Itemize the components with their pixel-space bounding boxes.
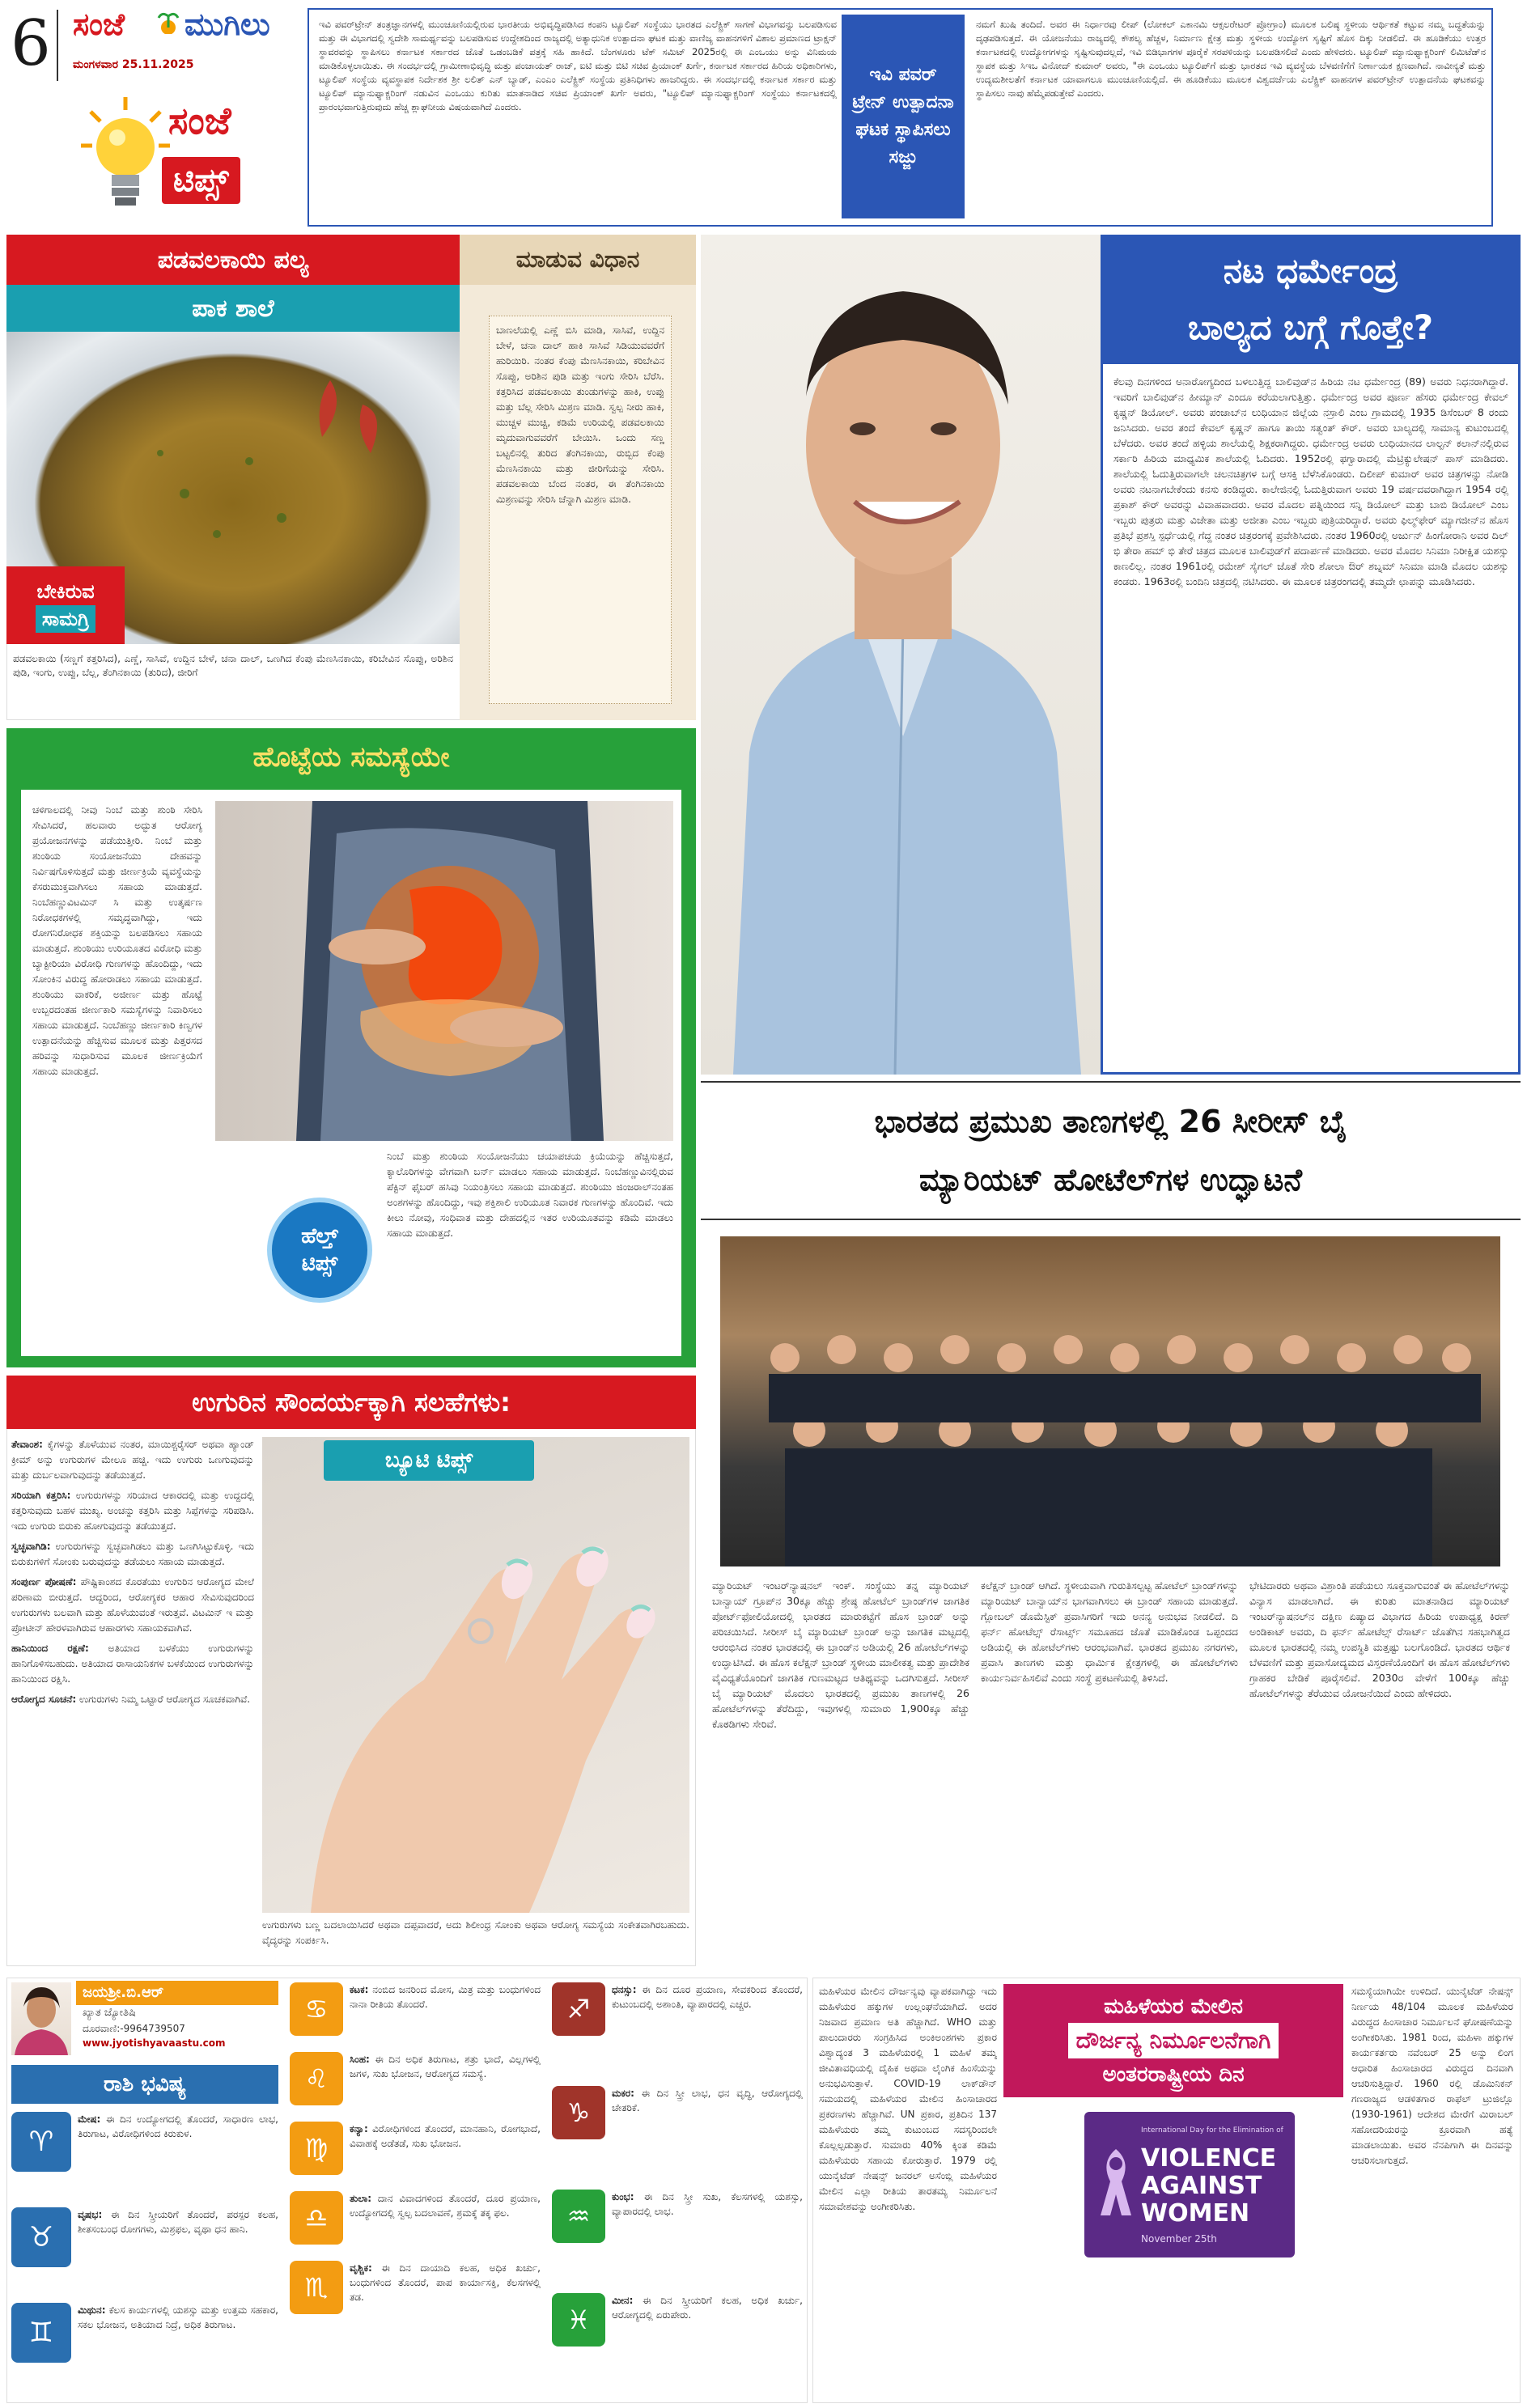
- fish-icon: ♓: [552, 2293, 605, 2347]
- nail-tip-item: [11, 1437, 254, 1483]
- sign-text: [350, 2261, 541, 2330]
- ingredients-label-box: [6, 566, 125, 644]
- sign-row-vrishchika: [290, 2261, 541, 2330]
- tips-word-1: ಸಂಜೆ: [168, 99, 231, 142]
- health-tips-badge: [267, 1198, 372, 1303]
- sign-row-dhanus: [552, 1982, 803, 2086]
- sign-prediction: ಈ ದಿನ ದೂರ ಪ್ರಯಾಣ, ಸೇವಕರಿಂದ ತೊಂದರೆ, ಕುಟುಂಬದಲ್ಲಿ ಅಶಾಂತಿ, ವ್ಯಾಪಾರದಲ್ಲಿ ಎಚ್ಚರ.: [612, 1984, 803, 2010]
- sign-row-vrishabha: [11, 2207, 278, 2303]
- nail-tip-item: [11, 1692, 254, 1707]
- sign-row-meena: [552, 2293, 803, 2397]
- ev-headline-box: [842, 15, 965, 218]
- nail-tip-head: ಸರಿಯಾಗಿ ಕತ್ತರಿಸಿ:: [11, 1490, 71, 1501]
- women-col-1: ಮಹಿಳೆಯರ ಮೇಲಿನ ದೌರ್ಜನ್ಯವು ವ್ಯಾಪಕವಾಗಿದ್ದು ಇದು ಮಹಿಳೆಯರ ಹಕ್ಕುಗಳ ಉಲ್ಲಂಘನೆಯಾಗಿದೆ. ಅದರ ನಿಜವಾದ ಪ್ರಮಾಣ ಅತಿ ಹೆಚ್ಚಾಗಿದೆ. WHO ಮತ್ತು ಪಾಲುದಾರರು ಸಂಗ್ರಹಿಸಿದ ಅಂಕಿಅಂಶಗಳು ಪ್ರಕಾರ ವಿಶ್ವಾದ್ಯಂತ 3 ಮಹಿಳೆಯರಲ್ಲಿ 1 ಮಹಿಳೆ ತಮ್ಮ ಜೀವಿತಾವಧಿಯಲ್ಲಿ ದೈಹಿಕ ಅಥವಾ ಲೈಂಗಿಕ ಹಿಂಸೆಯನ್ನು ಅನುಭವಿಸುತ್ತಾಳೆ. COVID-19 ಲಾಕ್‌ಡೌನ್ ಸಮಯದಲ್ಲಿ ಮಹಿಳೆಯರ ಮೇಲಿನ ಹಿಂಸಾಚಾರದ ಪ್ರಕರಣಗಳು ಹೆಚ್ಚಾಗಿವೆ. UN ಪ್ರಕಾರ, ಪ್ರತಿದಿನ 137 ಮಹಿಳೆಯರು ತಮ್ಮ ಕುಟುಂಬದ ಸದಸ್ಯರಿಂದಲೇ ಕೊಲ್ಲಲ್ಪಡುತ್ತಾರೆ. ಸುಮಾರು 40% ಕ್ಕಿಂತ ಕಡಿಮೆ ಮಹಿಳೆಯರು ಸಹಾಯ ಕೋರುತ್ತಾರೆ. 1979 ರಲ್ಲಿ ಯುನೈಟೆಡ್ ನೇಷನ್ಸ್ ಜನರಲ್ ಅಸೆಂಬ್ಲಿ ಮಹಿಳೆಯರ ಮೇಲಿನ ಎಲ್ಲಾ ರೀತಿಯ ತಾರತಮ್ಯ ನಿರ್ಮೂಲನೆ ಸಮಾವೇಶವನ್ನು ಅಂಗೀಕರಿಸಿತು.: [819, 1986, 997, 2212]
- scorpion-icon: ♏: [290, 2261, 343, 2314]
- astrologer-name: ಜಯಶ್ರೀ.ಬಿ.ಆರ್: [76, 1981, 278, 2005]
- nail-tip-item: [11, 1641, 254, 1687]
- stomach-col-1: ಚಳಿಗಾಲದಲ್ಲಿ ನೀವು ನಿಂಬೆ ಮತ್ತು ಶುಂಠಿ ಸೇರಿಸಿ ಸೇವಿಸಿದರೆ, ಹಲವಾರು ಅದ್ಭುತ ಆರೋಗ್ಯ ಪ್ರಯೋಜನಗಳನ್ನು ಪಡೆಯುತ್ತೀರಿ. ನಿಂಬೆ ಮತ್ತು ಶುಂಠಿಯ ಸಂಯೋಜನೆಯು ದೇಹವನ್ನು ನಿರ್ವಿಷಗೊಳಿಸುತ್ತದೆ ಮತ್ತು ಜೀರ್ಣಕ್ರಿಯೆ ವ್ಯವಸ್ಥೆಯನ್ನು ಕೆಸರುಮುಕ್ತವಾಗಿಸಲು ಸಹಾಯ ಮಾಡುತ್ತದೆ. ನಿಂಬೆಹಣ್ಣುವಿಟಮಿನ್ ಸಿ ಮತ್ತು ಉತ್ಕರ್ಷಣ ನಿರೋಧಕಗಳಲ್ಲಿ ಸಮೃದ್ಧವಾಗಿದ್ದು, ಇದು ರೋಗನಿರೋಧಕ ಶಕ್ತಿಯನ್ನು ಬಲಪಡಿಸಲು ಸಹಾಯ ಮಾಡುತ್ತದೆ. ಶುಂಠಿಯು ಉರಿಯೂತದ ವಿರೋಧಿ ಮತ್ತು ಬ್ಯಾಕ್ಟೀರಿಯಾ ವಿರೋಧಿ ಗುಣಗಳನ್ನು ಹೊಂದಿದ್ದು, ಇದು ಸೋಂಕಿನ ವಿರುದ್ಧ ಹೋರಾಡಲು ಸಹಾಯ ಮಾಡುತ್ತದೆ. ಶುಂಠಿಯು ವಾಕರಿಕೆ, ಅಜೀರ್ಣ ಮತ್ತು ಹೊಟ್ಟೆ ಉಬ್ಬರದಂತಹ ಜೀರ್ಣಕಾರಿ ಸಮಸ್ಯೆಗಳನ್ನು ನಿವಾರಿಸಲು ಸಹಾಯ ಮಾಡುತ್ತದೆ. ನಿಂಬೆಹಣ್ಣು ಜೀರ್ಣಕಾರಿ ಕಿಣ್ವಗಳ ಉತ್ಪಾದನೆಯನ್ನು ಹೆಚ್ಚಿಸುವ ಮೂಲಕ ಮತ್ತು ಪಿತ್ತರಸದ ಹರಿವನ್ನು ಸುಧಾರಿಸುವ ಮೂಲಕ ಜೀರ್ಣಕ್ರಿಯೆಗೆ ಸಹಾಯ ಮಾಡುತ್ತದೆ.: [32, 804, 202, 1077]
- stomach-title-banner: [6, 728, 696, 786]
- sign-row-tula: [290, 2191, 541, 2261]
- sign-text: [350, 2052, 541, 2122]
- nail-tip-item: [11, 1539, 254, 1570]
- dharmendra-title-2: ಬಾಲ್ಯದ ಬಗ್ಗೆ ಗೊತ್ತೇ?: [1187, 307, 1434, 347]
- ev-news-col-1: ಇವಿ ಪವರ್‌ಟ್ರೇನ್ ತಂತ್ರಜ್ಞಾನಗಳಲ್ಲಿ ಮುಂಚೂಣಿಯಲ್ಲಿರುವ ಭಾರತೀಯ ಅಭಿವೃದ್ಧಿಪಡಿಸಿದ ಕಂಪನಿ ಟ್ಯೂಲಿಪ್ ಸಂಸ್ಥೆಯು ಭಾರತದ ಎಲೆಕ್ಟ್ರಿಕ್ ಸಾಗಣೆ ವಿಭಾಗವನ್ನು ಬಲಪಡಿಸುವ ಮತ್ತು ಈ ವಿಭಾಗದಲ್ಲಿ ಸ್ವದೇಶಿ ಸಾಮರ್ಥ್ಯವನ್ನು ಬಲಪಡಿಸುವ ಉದ್ದೇಶದಿಂದ ರಾಜ್ಯದಲ್ಲಿ ಅತ್ಯಾಧುನಿಕ ಉತ್ಪಾದನಾ ಘಟಕ ಮತ್ತು ವಾಣಿಜ್ಯ ವಾಹನಗಳಿಗೆ ವಿಶಾಲ ಪ್ರಮಾಣದ ಟ್ರಾಕ್ಷನ್ ಸ್ಥಾವರವನ್ನು ಸ್ಥಾಪಿಸಲು ಕರ್ನಾಟಕ ಸರ್ಕಾರದ ಜೊತೆ ಒಡಂಬಡಿಕೆ ಪತ್ರಕ್ಕೆ ಸಹಿ ಹಾಕಿದೆ. ಬೆಂಗಳೂರು ಟೆಕ್ ಸಮಿಟ್ 2025ರಲ್ಲಿ ಈ ಎಂಒಯು ಅನ್ನು ವಿನಿಮಯ ಮಾಡಿಕೊಳ್ಳಲಾಯಿತು. ಈ ಸಂದರ್ಭದಲ್ಲಿ ಗ್ರಾಮೀಣಾಭಿವೃದ್ಧಿ ಮತ್ತು ಪಂಚಾಯತ್ ರಾಜ್, ಐಟಿ ಮತ್ತು ಬಿಟಿ ಸಚಿವ ಪ್ರಿಯಾಂಕ್ ಖರ್ಗೆ, ಕರ್ನಾಟಕ ಸರ್ಕಾರದ ಹಿರಿಯ ಅಧಿಕಾರಿಗಳು, ಟ್ಯೂಲಿಪ್ ಸಂಸ್ಥೆಯ ವ್ಯವಸ್ಥಾಪಕ ನಿರ್ದೇಶಕ ಶ್ರೀ ಲಲಿತ್ ಎನ್ ಬ್ಯಾಡ್, ಎಂಎಂ ಎಲೆಕ್ಟ್ರಿಕ್ ಸಂಸ್ಥೆಯ ಪ್ರತಿನಿಧಿಗಳು ಹಾಜರಿದ್ದರು. ಈ ಸಂದರ್ಭದಲ್ಲಿ ಕರ್ನಾಟಕ ಸರ್ಕಾರ ಮತ್ತು ಟ್ಯೂಲಿಪ್ ಮ್ಯಾನುಫ್ಯಾಕ್ಚರಿಂಗ್ ನಡುವಿನ ಎಂಒಯು ಕುರಿತು ಮಾತನಾಡಿದ ಸಚಿವ ಪ್ರಿಯಾಂಕ್ ಖರ್ಗೆ ಅವರು, "ಟ್ಯೂಲಿಪ್ ಮ್ಯಾನುಫ್ಯಾಕ್ಚರಿಂಗ್ ಸಂಸ್ಥೆಯು ಕರ್ನಾಟಕದಲ್ಲಿ ಪ್ರಾರಂಭವಾಗುತ್ತಿರುವುದು ಹೆಚ್ಚ ಶ್ಲಾಘನೀಯ ವಿಷಯವಾಗಿದೆ ಎಂದರು.: [319, 19, 837, 112]
- sign-text: [350, 1982, 541, 2052]
- dharmendra-title-1: ನಟ ಧರ್ಮೇಂದ್ರ: [1223, 251, 1398, 290]
- marriott-col-2: ಕಲೆಕ್ಷನ್ ಬ್ರಾಂಡ್ ಆಗಿದೆ. ಸ್ಥಳೀಯವಾಗಿ ಗುರುತಿಸಲ್ಪಟ್ಟ ಹೋಟೆಲ್ ಬ್ರಾಂಡ್‌ಗಳನ್ನು ಮ್ಯಾರಿಯಟ್ ಬಾನ್ವಾಯ್‌ನ ಭಾಗವಾಗಿಸಲು ಈ ಬ್ರಾಂಡ್ ಸಹಾಯ ಮಾಡುತ್ತದೆ. ಗ್ಲೋಬಲ್ ಡೊಮೆಸ್ಟಿಕ್ ಪ್ರವಾಸಿಗರಿಗೆ ಇದು ಅನನ್ಯ ಅನುಭವ ನೀಡಲಿದೆ. ದಿ ಫರ್ನ್ ಹೋಟೆಲ್ಸ್ ರೆಸಾರ್ಟ್ಸ್ ಸಮೂಹದ ಜೊತೆ ಮಾಡಿಕೊಂಡ ಒಪ್ಪಂದದ ಅಡಿಯಲ್ಲಿ ಈ ಹೋಟೆಲ್‌ಗಳು ಆರಂಭವಾಗಿವೆ. ಭಾರತದ ಪ್ರಮುಖ ನಗರಗಳು, ಪ್ರವಾಸಿ ತಾಣಗಳು ಮತ್ತು ಧಾರ್ಮಿಕ ಕ್ಷೇತ್ರಗಳಲ್ಲಿ ಈ ಹೋಟೆಲ್‌ಗಳು ಕಾರ್ಯನಿರ್ವಹಿಸಲಿವೆ ಎಂದು ಸಂಸ್ಥೆ ಪ್ರಕಟಣೆಯಲ್ಲಿ ತಿಳಿಸಿದೆ.: [981, 1579, 1238, 1684]
- page-number-rule: [57, 10, 58, 81]
- sign-name: ಕನ್ಯಾ:: [350, 2123, 368, 2135]
- nail-tips-list: [11, 1437, 254, 1963]
- marriott-group-photo: [720, 1236, 1500, 1566]
- ribbon-icon: [1096, 2146, 1136, 2219]
- nail-tip-text: ಉಗುರುಗಳನ್ನು ಸ್ವಚ್ಛವಾಗಿಡಲು ಮತ್ತು ಒಣಗಿಸಿಟ್ಟುಕೊಳ್ಳಿ. ಇದು ಬಿರುಕುಗಳಿಗೆ ಸೋಂಕು ಬರುವುದನ್ನು ತಡೆಯಲು ಸಹಾಯ ಮಾಡುತ್ತದೆ.: [11, 1541, 254, 1567]
- marriott-col-3: ಭೇಟಿದಾರರು ಅಥವಾ ವಿಶ್ರಾಂತಿ ಪಡೆಯಲು ಸೂಕ್ತವಾಗುವಂತೆ ಈ ಹೋಟೆಲ್‌ಗಳನ್ನು ವಿನ್ಯಾಸ ಮಾಡಲಾಗಿದೆ. ಈ ಕುರಿತು ಮಾತನಾಡಿದ ಮ್ಯಾರಿಯಟ್ ಇಂಟರ್‌ನ್ಯಾಷನಲ್‌ನ ದಕ್ಷಿಣ ಏಷ್ಯಾದ ವಿಭಾಗದ ಹಿರಿಯ ಉಪಾಧ್ಯಕ್ಷ ಕಿರಣ್ ಅಂಡಿಕಾಟ್ ಅವರು, ದಿ ಫರ್ನ್ ಹೋಟೆಲ್ಸ್ ರೆಸಾರ್ಟ್ ಜೊತೆಗಿನ ಸಹಭಾಗಿತ್ವದ ಮೂಲಕ ಭಾರತದಲ್ಲಿ ನಮ್ಮ ಉಪಸ್ಥಿತಿ ಮತ್ತಷ್ಟು ಬಲಗೊಂಡಿದೆ. ಭಾರತದ ಆರ್ಥಿಕ ಬೆಳವಣಿಗೆ ಮತ್ತು ಪ್ರವಾಸೋದ್ಯಮದ ವಿಸ್ತರಣೆಯೊಂದಿಗೆ ಈ ಹೊಸ ಹೋಟೆಲ್‌ಗಳು ಗ್ರಾಹಕರ ಬೇಡಿಕೆ ಪೂರೈಸಲಿವೆ. 2030ರ ವೇಳೆಗೆ 100ಕ್ಕೂ ಹೆಚ್ಚು ಹೋಟೆಲ್‌ಗಳನ್ನು ತೆರೆಯುವ ಯೋಜನೆಯಿದೆ ಎಂದು ಹೇಳಿದರು.: [1249, 1579, 1510, 1699]
- sign-name: ಮೇಷ:: [78, 2113, 101, 2125]
- poster-line-2: VIOLENCE: [1141, 2144, 1277, 2173]
- stomach-col-2: ನಿಂಬೆ ಮತ್ತು ಶುಂಠಿಯ ಸಂಯೋಜನೆಯು ಚಯಾಪಚಯ ಕ್ರಿಯೆಯನ್ನು ಹೆಚ್ಚಿಸುತ್ತದೆ, ಕ್ಯಾಲೊರಿಗಳನ್ನು ವೇಗವಾಗಿ ಬರ್ನ್ ಮಾಡಲು ಸಹಾಯ ಮಾಡುತ್ತದೆ. ನಿಂಬೆಹಣ್ಣುವಿನಲ್ಲಿರುವ ಪೆಕ್ಟಿನ್ ಫೈಬರ್ ಹಸಿವು ನಿಯಂತ್ರಿಸಲು ಸಹಾಯ ಮಾಡುತ್ತದೆ. ಶುಂಠಿಯು ಜಿಂಜರಾಲ್‌ನಂತಹ ಅಂಶಗಳನ್ನು ಹೊಂದಿದ್ದು, ಇವು ಶಕ್ತಿಶಾಲಿ ಉರಿಯೂತ ನಿವಾರಕ ಗುಣಗಳನ್ನು ಹೊಂದಿವೆ. ಇದು ಕೀಲು ನೋವು, ಸಂಧಿವಾತ ಮತ್ತು ದೇಹದಲ್ಲಿನ ಇತರ ಉರಿಯೂತವನ್ನು ಕಡಿಮೆ ಮಾಡಲು ಸಹಾಯ ಮಾಡುತ್ತದೆ.: [387, 1151, 673, 1239]
- sign-prediction: ದಾನ ವಿವಾದಗಳಿಂದ ತೊಂದರೆ, ದೂರ ಪ್ರಯಾಣ, ಉದ್ಯೋಗದಲ್ಲಿ ಸ್ವಲ್ಪ ಬದಲಾವಣೆ, ಶ್ರಮಕ್ಕೆ ತಕ್ಕ ಫಲ.: [350, 2193, 541, 2219]
- ingredients-text: ಪಡವಲಕಾಯಿ (ಸಣ್ಣಗೆ ಕತ್ತರಿಸಿದ), ಎಣ್ಣೆ, ಸಾಸಿವೆ, ಉದ್ದಿನ ಬೇಳೆ, ಚನಾ ದಾಲ್, ಒಣಗಿದ ಕೆಂಪು ಮೆಣಸಿನಕಾಯಿ, ಕರಿಬೇವಿನ ಸೊಪ್ಪು, ಅರಿಶಿನ ಪುಡಿ, ಇಂಗು, ಉಪ್ಪು, ಬೆಲ್ಲ, ತೆಂಗಿನಕಾಯಿ (ತುರಿದ), ಜೀರಿಗೆ: [13, 653, 453, 678]
- women-title-3: ಅಂತರರಾಷ್ಟ್ರೀಯ ದಿನ: [1102, 2062, 1245, 2087]
- bull-icon: ♉: [11, 2207, 71, 2267]
- sign-name: ತುಲಾ:: [350, 2193, 371, 2204]
- sign-prediction: ಈ ದಿನ ದಾಯಾದಿ ಕಲಹ, ಅಧಿಕ ಖರ್ಚು, ಬಂಧುಗಳಿಂದ ತೊಂದರೆ, ಪಾಪ ಕಾರ್ಯಾಸಕ್ತಿ, ಕೆಲಸಗಳಲ್ಲಿ ತಡ.: [350, 2262, 541, 2303]
- virgo-icon: ♍: [290, 2122, 343, 2175]
- women-title-box: [1003, 1984, 1343, 2097]
- sign-prediction: ನಂಬಿದ ಜನರಿಂದ ಮೋಸ, ಮಿತ್ರ ಮತ್ತು ಬಂಧುಗಳಿಂದ ನಾನಾ ರೀತಿಯ ತೊಂದರೆ.: [350, 1984, 541, 2010]
- sign-prediction: ವಿರೋಧಿಗಳಿಂದ ತೊಂದರೆ, ಮಾನಹಾನಿ, ರೋಗಭಾದೆ, ವಿವಾಹಕ್ಕೆ ಅಡೆತಡೆ, ಸುಖ ಭೋಜನ.: [350, 2123, 541, 2149]
- astrologer-website: www.jyotishyavaastu.com: [83, 2037, 226, 2049]
- sign-text: [612, 2086, 803, 2190]
- astrologer-photo: [11, 1982, 71, 2055]
- health-tips-2: ಟಿಪ್ಸ್: [301, 1252, 338, 1276]
- nail-caption: ಉಗುರುಗಳು ಬಣ್ಣ ಬದಲಾಯಿಸಿದರೆ ಅಥವಾ ದಪ್ಪವಾದರೆ, ಅದು ಶಿಲೀಂಧ್ರ ಸೋಂಕು ಅಥವಾ ಆರೋಗ್ಯ ಸಮಸ್ಯೆಯ ಸಂಕೇತವಾಗಿರಬಹುದು. ವೈದ್ಯರನ್ನು ಸಂಪರ್ಕಿಸಿ.: [262, 1919, 689, 1946]
- method-text: ಬಾಣಲೆಯಲ್ಲಿ ಎಣ್ಣೆ ಬಿಸಿ ಮಾಡಿ, ಸಾಸಿವೆ, ಉದ್ದಿನ ಬೇಳೆ, ಚನಾ ದಾಲ್ ಹಾಕಿ ಸಾಸಿವೆ ಸಿಡಿಯುವವರೆಗೆ ಹುರಿಯಿರಿ. ನಂತರ ಕೆಂಪು ಮೆಣಸಿನಕಾಯಿ, ಕರಿಬೇವಿನ ಸೊಪ್ಪು, ಅರಿಶಿನ ಪುಡಿ ಮತ್ತು ಇಂಗು ಸೇರಿಸಿ ಬೆರೆಸಿ. ಕತ್ತರಿಸಿದ ಪಡವಲಕಾಯಿ ತುಂಡುಗಳನ್ನು ಹಾಕಿ, ಉಪ್ಪು ಮತ್ತು ಬೆಲ್ಲ ಸೇರಿಸಿ ಮಿಶ್ರಣ ಮಾಡಿ. ಸ್ವಲ್ಪ ನೀರು ಹಾಕಿ, ಮುಚ್ಚಳ ಮುಚ್ಚಿ, ಕಡಿಮೆ ಉರಿಯಲ್ಲಿ ಪಡವಲಕಾಯಿ ಮೃದುವಾಗುವವರೆಗೆ ಬೇಯಿಸಿ. ಒಂದು ಸಣ್ಣ ಬಟ್ಟಲಿನಲ್ಲಿ ತುರಿದ ತೆಂಗಿನಕಾಯಿ, ರುಬ್ಬಿದ ಕೆಂಪು ಮೆಣಸಿನಕಾಯಿ ಮತ್ತು ಜೀರಿಗೆಯನ್ನು ಸೇರಿಸಿ. ಪಡವಲಕಾಯಿ ಬೆಂದ ನಂತರ, ಈ ತೆಂಗಿನಕಾಯಿ ಮಿಶ್ರಣವನ್ನು ಸೇರಿಸಿ ಚೆನ್ನಾಗಿ ಮಿಶ್ರಣ ಮಾಡಿ.: [489, 316, 672, 704]
- astrologer-role: ಖ್ಯಾತ ಜ್ಯೋತಿಷಿ: [83, 2007, 136, 2019]
- women-title-1: ಮಹಿಳೆಯರ ಮೇಲಿನ: [1104, 1995, 1243, 2019]
- nail-title-banner: [6, 1376, 696, 1429]
- sign-text: [350, 2122, 541, 2191]
- sign-row-mithuna: [11, 2303, 278, 2398]
- nail-tip-head: ಸ್ವಚ್ಛವಾಗಿಡಿ:: [11, 1541, 51, 1552]
- bulb-icon: [81, 95, 170, 217]
- nail-tip-head: ತೇವಾಂಶ:: [11, 1439, 43, 1450]
- sign-name: ವೃಶ್ಚಿಕ:: [350, 2262, 372, 2274]
- marriott-col-1: ಮ್ಯಾರಿಯಟ್ ಇಂಟರ್‌ನ್ಯಾಷನಲ್ ಇಂಕ್. ಸಂಸ್ಥೆಯು ತನ್ನ ಮ್ಯಾರಿಯಟ್ ಬಾನ್ವಾಯ್ ಗ್ರೂಪ್‌ನ 30ಕ್ಕೂ ಹೆಚ್ಚು ಶ್ರೇಷ್ಠ ಹೋಟೆಲ್ ಬ್ರಾಂಡ್‌ಗಳ ಜಾಗತಿಕ ಪೋರ್ಟ್‌ಫೋಲಿಯೋದಲ್ಲಿ ಭಾರತದ ಮಾರುಕಟ್ಟೆಗೆ ಹೊಸ ಬ್ರಾಂಡ್ ಅನ್ನು ಪರಿಚಯಿಸಿದೆ. ಸೀರೀಸ್ ಬೈ ಮ್ಯಾರಿಯಟ್ ಬ್ರಾಂಡ್ ಅನ್ನು ಜಾಗತಿಕ ಮಟ್ಟದಲ್ಲಿ ಆರಂಭಿಸಿದ ನಂತರ ಭಾರತದಲ್ಲಿ ಈ ಬ್ರಾಂಡ್‌ನ ಅಡಿಯಲ್ಲಿ 26 ಹೋಟೆಲ್‌ಗಳನ್ನು ಉದ್ಘಾಟಿಸಿದೆ. ಈ ಹೊಸ ಕಲೆಕ್ಷನ್ ಬ್ರಾಂಡ್ ಸ್ಥಳೀಯ ಮಾಲೀಕತ್ವ ಮತ್ತು ಪ್ರಾದೇಶಿಕ ವೈವಿಧ್ಯತೆಯೊಂದಿಗೆ ಜಾಗತಿಕ ಗುಣಮಟ್ಟದ ಆತಿಥ್ಯವನ್ನು ಒದಗಿಸುತ್ತದೆ. ಸೀರೀಸ್ ಬೈ ಮ್ಯಾರಿಯಟ್ ಮೊದಲು ಭಾರತದಲ್ಲಿ ಪ್ರಮುಖ ತಾಣಗಳಲ್ಲಿ 26 ಹೋಟೆಲ್‌ಗಳನ್ನು ತೆರೆದಿದ್ದು, ಇವುಗಳಲ್ಲಿ ಸುಮಾರು 1,900ಕ್ಕೂ ಹೆಚ್ಚು ಕೊಠಡಿಗಳು ಸೇರಿವೆ.: [712, 1579, 969, 1730]
- nail-tip-text: ಕೈಗಳನ್ನು ತೊಳೆಯುವ ನಂತರ, ಮಾಯಿಶ್ಚರೈಸರ್ ಅಥವಾ ಹ್ಯಾಂಡ್ ಕ್ರೀಮ್ ಅನ್ನು ಉಗುರುಗಳ ಮೇಲೂ ಹಚ್ಚಿ. ಇದು ಉಗುರು ಒಣಗುವುದನ್ನು ಮತ್ತು ದುರ್ಬಲವಾಗುವುದನ್ನು ತಡೆಯುತ್ತದೆ.: [11, 1439, 254, 1481]
- method-title: ಮಾಡುವ ವಿಧಾನ: [515, 246, 640, 273]
- twins-icon: ♊: [11, 2303, 71, 2363]
- sign-name: ಧನಸ್ಸು:: [612, 1984, 637, 1995]
- marriott-title-1: ಭಾರತದ ಪ್ರಮುಖ ತಾಣಗಳಲ್ಲಿ 26 ಸೀರೀಸ್ ಬೈ: [874, 1104, 1347, 1139]
- nail-title: ಉಗುರಿನ ಸೌಂದರ್ಯಕ್ಕಾಗಿ ಸಲಹೆಗಳು:: [192, 1386, 511, 1418]
- sign-text: [612, 1982, 803, 2086]
- masthead-left: ಸಂಜೆ: [73, 6, 125, 42]
- page-number: 6: [11, 7, 51, 80]
- sign-name: ಕುಂಭ:: [612, 2191, 634, 2202]
- sign-row-makara: [552, 2086, 803, 2190]
- method-title-banner: [460, 235, 696, 285]
- stomach-title: ಹೊಟ್ಟೆಯ ಸಮಸ್ಯೆಯೇ: [252, 741, 450, 774]
- poster-line-3: AGAINST: [1141, 2172, 1262, 2200]
- scales-icon: ♎: [290, 2191, 343, 2245]
- palm-icon: [157, 10, 180, 34]
- sign-prediction: ಈ ದಿನ ಸ್ತ್ರೀಯರಿಗೆ ತೊಂದರೆ, ಪರಸ್ಪರ ಕಲಹ, ಶೀತಸಂಬಂಧ ರೋಗಗಳು, ಮಿಶ್ರಫಲ, ವೃಥಾ ಧನ ಹಾನಿ.: [78, 2209, 278, 2235]
- sign-name: ಮೀನ:: [612, 2295, 634, 2306]
- rashi-title: ರಾಶಿ ಭವಿಷ್ಯ: [103, 2071, 187, 2096]
- sign-prediction: ಈ ದಿನ ಸ್ತ್ರೀಯರಿಗೆ ಕಲಹ, ಅಧಿಕ ಖರ್ಚು, ಆರೋಗ್ಯದಲ್ಲಿ ಏರುಪೇರು.: [612, 2295, 803, 2321]
- nail-image: [262, 1437, 689, 1913]
- sign-row-kumbha: [552, 2190, 803, 2293]
- paaka-shaale-banner: [6, 285, 460, 332]
- lion-icon: ♌: [290, 2052, 343, 2105]
- poster-line-5: November 25th: [1141, 2233, 1217, 2245]
- dharmendra-title-box: [1101, 235, 1521, 364]
- beauty-tips-label: ಬ್ಯೂಟಿ ಟಿಪ್ಸ್: [384, 1448, 473, 1473]
- women-poster: [1084, 2112, 1295, 2258]
- dharmendra-text: ಕೆಲವು ದಿನಗಳಿಂದ ಅನಾರೋಗ್ಯದಿಂದ ಬಳಲುತ್ತಿದ್ದ ಬಾಲಿವುಡ್‌ನ ಹಿರಿಯ ನಟ ಧರ್ಮೇಂದ್ರ (89) ಅವರು ನಿಧನರಾಗಿದ್ದಾರೆ. ಇವರಿಗೆ ಬಾಲಿವುಡ್‌ನ ಹೀಮ್ಯಾನ್ ಎಂದೂ ಕರೆಯಲಾಗುತ್ತಿತ್ತು. ಧರ್ಮೇಂದ್ರ ಅವರ ಪೂರ್ಣ ಹೆಸರು ಧರ್ಮೇಂದ್ರ ಕೇವಲ್ ಕೃಷ್ಣನ್ ಡಿಯೋಲ್. ಅವರು ಪಂಜಾಬ್‌ನ ಲುಧಿಯಾನ ಜಿಲ್ಲೆಯ ನಸ್ರಾಲಿ ಎಂಬ ಗ್ರಾಮದಲ್ಲಿ 1935 ಡಿಸೆಂಬರ್ 8 ರಂದು ಜನಿಸಿದರು. ಅವರ ತಂದೆ ಕೇವಲ್ ಕೃಷ್ಣನ್ ಹಾಗೂ ತಾಯಿ ಸತ್ವಂತ್ ಕೌರ್. ಅವರು ಬಾಲ್ಯದಲ್ಲಿ ಸಾಮಾನ್ಯ ಕುಟುಂಬದಲ್ಲಿ ಬೆಳೆದರು. ಅವರ ತಂದೆ ಹಳ್ಳಿಯ ಶಾಲೆಯಲ್ಲಿ ಶಿಕ್ಷಕರಾಗಿದ್ದರು. ಧರ್ಮೇಂದ್ರ ಅವರು ಲುಧಿಯಾನದ ಲಾಲ್ಟನ್ ಕಲಾನ್‌ನಲ್ಲಿರುವ ಸರ್ಕಾರಿ ಹಿರಿಯ ಮಾಧ್ಯಮಿಕ ಶಾಲೆಯಲ್ಲಿ ಓದಿದರು. 1952ರಲ್ಲಿ ಫಗ್ವಾರಾದಲ್ಲಿ ಮೆಟ್ರಿಕ್ಯುಲೇಷನ್ ಪಾಸ್ ಮಾಡಿದರು. ಶಾಲೆಯಲ್ಲಿ ಓದುತ್ತಿರುವಾಗಲೇ ಚಲನಚಿತ್ರಗಳ ಬಗ್ಗೆ ಆಸಕ್ತಿ ಬೆಳೆಸಿಕೊಂಡರು. ದಿಲೀಪ್ ಕುಮಾರ್ ಅವರ ಚಿತ್ರಗಳನ್ನು ನೋಡಿ ಅವರು ನಟನಾಗಬೇಕೆಂದು ಕನಸು ಕಂಡಿದ್ದರು. ಕಾಲೇಜಿನಲ್ಲಿ ಓದುತ್ತಿರುವಾಗ ಅವರು 19 ವರ್ಷದವರಾಗಿದ್ದಾಗ 1954 ರಲ್ಲಿ ಪ್ರಕಾಶ್ ಕೌರ್ ಅವರನ್ನು ವಿವಾಹವಾದರು. ಅವರ ಮೊದಲ ಪತ್ನಿಯಿಂದ ಸನ್ನಿ ಡಿಯೋಲ್ ಮತ್ತು ಬಾಬಿ ಡಿಯೋಲ್ ಎಂಬ ಇಬ್ಬರು ಪುತ್ರರು ಮತ್ತು ವಿಜೇತಾ ಮತ್ತು ಅಜೀತಾ ಎಂಬ ಇಬ್ಬರು ಪುತ್ರಿಯರಿದ್ದಾರೆ. ಅವರು ಫಿಲ್ಮ್‌ಫೇರ್ ಮ್ಯಾಗಜೀನ್‌ನ ಹೊಸ ಪ್ರತಿಭೆ ಪ್ರಶಸ್ತಿ ಸ್ಪರ್ಧೆಯಲ್ಲಿ ಗೆದ್ದ ನಂತರ ಚಿತ್ರರಂಗಕ್ಕೆ ಪ್ರವೇಶಿಸಿದರು. ನಂತರ 1960ರಲ್ಲಿ ಅರ್ಜುನ್ ಹಿಂಗೋರಾನಿ ಅವರ ದಿಲ್ ಭಿ ತೇರಾ ಹಮ್ ಭಿ ತೇರೆ ಚಿತ್ರದ ಮೂಲಕ ಬಾಲಿವುಡ್‌ಗೆ ಪದಾರ್ಪಣೆ ಮಾಡಿದರು. ಅವರ ಮೊದಲ ಸಿನಿಮಾ ನಿರೀಕ್ಷಿತ ಯಶಸ್ಸು ಕಾಣಲಿಲ್ಲ. ನಂತರ 1961ರಲ್ಲಿ ರಮೇಶ್ ಸೈಗಲ್ ಜೊತೆ ಸೇರಿ ಶೋಲಾ ಔರ್ ಶಬ್ನಮ್ ಸಿನಿಮಾ ಮಾಡಿ ಮೊದಲ ಯಶಸ್ಸು ಕಂಡರು. 1963ರಲ್ಲಿ ಬಂದಿನಿ ಚಿತ್ರದಲ್ಲಿ ನಟಿಸಿದರು. ಈ ಮೂಲಕ ಚಿತ್ರರಂಗದಲ್ಲಿ ತಮ್ಮದೇ ಛಾಪನ್ನು ಮೂಡಿಸಿದರು.: [1113, 375, 1508, 587]
- health-tips-1: ಹೆಲ್ತ್: [301, 1224, 338, 1249]
- ram-icon: ♈: [11, 2112, 71, 2172]
- sign-row-kanya: [290, 2122, 541, 2191]
- nail-tip-text: ಪೌಷ್ಟಿಕಾಂಶದ ಕೊರತೆಯು ಉಗುರಿನ ಆರೋಗ್ಯದ ಮೇಲೆ ಪರಿಣಾಮ ಬೀರುತ್ತದೆ. ಆದ್ದರಿಂದ, ಆರೋಗ್ಯಕರ ಆಹಾರ ಸೇವಿಸುವುದರಿಂದ ಉಗುರುಗಳು ಬಲವಾಗಿ ಮತ್ತು ಹೊಳೆಯುವಂತೆ ಇರುತ್ತವೆ. ವಿಟಮಿನ್ ಇ ಮತ್ತು ಪ್ರೋಟೀನ್ ಹೇರಳವಾಗಿರುವ ಆಹಾರಗಳು ಸಹಾಯಕವಾಗಿವೆ.: [11, 1576, 254, 1634]
- poster-line-4: WOMEN: [1141, 2199, 1250, 2228]
- nail-tip-text: ಉಗುರುಗಳನ್ನು ಸರಿಯಾದ ಆಕಾರದಲ್ಲಿ ಮತ್ತು ಉದ್ದದಲ್ಲಿ ಕತ್ತರಿಸುವುದು ಬಹಳ ಮುಖ್ಯ. ಅಂಚನ್ನು ಕತ್ತರಿಸಿ ಮತ್ತು ಸಿಪ್ಪೆಗಳನ್ನು ಸರಿಪಡಿಸಿ. ಇದು ಉಗುರು ಬಿರುಕು ಹೋಗುವುದನ್ನು ತಡೆಯುತ್ತದೆ.: [11, 1490, 254, 1532]
- ingredients-label-1: ಬೇಕಿರುವ: [36, 580, 95, 603]
- sign-text: [350, 2191, 541, 2261]
- recipe-title-banner: [6, 235, 460, 285]
- women-title-2: ದೌರ್ಜನ್ಯ ನಿರ್ಮೂಲನೆಗಾಗಿ: [1068, 2023, 1279, 2058]
- sign-prediction: ಈ ದಿನ ಉದ್ಯೋಗದಲ್ಲಿ ತೊಂದರೆ, ಸಾಧಾರಣ ಲಾಭ, ತಿರುಗಾಟ, ವಿರೋಧಿಗಳಿಂದ ಕಿರುಕುಳ.: [78, 2113, 278, 2139]
- stomach-image: [215, 801, 673, 1141]
- sign-row-kataka: [290, 1982, 541, 2052]
- ingredients-label-2: ಸಾಮಗ್ರಿ: [36, 605, 95, 633]
- nail-tip-item: [11, 1575, 254, 1636]
- poster-line-1: International Day for the Elimination of: [1141, 2126, 1283, 2135]
- issue-date: ಮಂಗಳವಾರ 25.11.2025: [73, 58, 194, 71]
- ev-news-col-2: ನಮಗೆ ಖುಷಿ ತಂದಿದೆ. ಅವರ ಈ ನಿರ್ಧಾರವು ಲೀಪ್ (ಲೋಕಲ್ ಎಕಾನಮಿ ಆಕ್ಸಲರೇಟರ್ ಪ್ರೋಗ್ರಾಂ) ಮೂಲಕ ಬಲಿಷ್ಠ ಸ್ಥಳೀಯ ಆರ್ಥಿಕತೆ ಕಟ್ಟುವ ನಮ್ಮ ಬದ್ಧತೆಯನ್ನು ದೃಢಪಡಿಸುತ್ತದೆ. ಈ ಯೋಜನೆಯು ರಾಜ್ಯದಲ್ಲಿ ಕೌಶಲ್ಯ ಹೆಚ್ಚಳ, ನಿರ್ಮಾಣ ಕ್ಷೇತ್ರ ಮತ್ತು ಸ್ಥಳೀಯ ಉದ್ಯೋಗ ಸೃಷ್ಟಿಗೆ ಹೊಸ ದಿಕ್ಕು ನೀಡಲಿದೆ. ಈ ಹೂಡಿಕೆಯು ಉತ್ತರ ಕರ್ನಾಟಕದಲ್ಲಿ ಉದ್ಯೋಗಗಳನ್ನು ಸೃಷ್ಟಿಸುವುದಲ್ಲದೆ, ಇವಿ ಬಿಡಿಭಾಗಗಳ ಪೂರೈಕೆ ಸರಪಳಿಯನ್ನು ಬಲಪಡಿಸಲಿದೆ ಎಂದು ಹೇಳಿದರು. ಟ್ಯೂಲಿಪ್ ಮ್ಯಾನುಫ್ಯಾಕ್ಚರಿಂಗ್ ಲಿಮಿಟೆಡ್‌ನ ಸ್ಥಾಪಕ ಮತ್ತು ಸಿಇಒ ವಿನೋದ್ ಕುಮಾರ್ ಅವರು, "ಈ ಎಂಒಯು ಟ್ಯೂಲಿಪ್‌ಗೆ ಮತ್ತು ಭಾರತದ ಇವಿ ವ್ಯವಸ್ಥೆಯ ಬೆಳವಣಿಗೆಗೆ ನಿರ್ಣಾಯಕ ಕ್ಷಣವಾಗಿದೆ. ನಾವೀನ್ಯತೆ ಮತ್ತು ಉದ್ಯಮಶೀಲತೆಗೆ ಕರ್ನಾಟಕ ಯಾವಾಗಲೂ ಮುಂಚೂಣಿಯಲ್ಲಿದೆ. ಈ ಹೂಡಿಕೆಯು ಮೂಲಕ ವಿಶ್ವದರ್ಜೆಯ ಎಲೆಕ್ಟ್ರಿಕ್ ವಾಹನಗಳ ಪವರ್‌ಟ್ರೇನ್ ಉತ್ಪಾದನೆಯ ಘಟಕವನ್ನು ಸ್ಥಾಪಿಸಲು ನಾವು ಹೆಮ್ಮೆಪಡುತ್ತೇವೆ ಎಂದರು.: [976, 19, 1486, 99]
- sign-text: [78, 2112, 278, 2207]
- sign-name: ವೃಷಭ:: [78, 2209, 103, 2220]
- marriott-title-box: [701, 1081, 1521, 1220]
- sign-name: ಮಕರ:: [612, 2088, 634, 2099]
- sign-prediction: ಈ ದಿನ ಸ್ತ್ರೀ ಸುಖ, ಕೆಲಸಗಳಲ್ಲಿ ಯಶಸ್ಸು, ವ್ಯಾಪಾರದಲ್ಲಿ ಲಾಭ.: [612, 2191, 803, 2217]
- sign-prediction: ಈ ದಿನ ಸ್ತ್ರೀ ಲಾಭ, ಧನ ವೃದ್ಧಿ, ಆರೋಗ್ಯದಲ್ಲಿ ಚೇತರಿಕೆ.: [612, 2088, 803, 2113]
- dharmendra-photo: [701, 235, 1101, 1075]
- archer-icon: ♐: [552, 1982, 605, 2036]
- ev-headline: ಇವಿ ಪವರ್ ಟ್ರೇನ್ ಉತ್ಪಾದನಾ ಘಟಕ ಸ್ಥಾಪಿಸಲು ಸಜ್ಜು: [852, 65, 954, 167]
- tips-word-2: ಟಿಪ್ಸ್: [162, 157, 240, 204]
- crab-icon: ♋: [290, 1982, 343, 2036]
- sign-text: [78, 2303, 278, 2398]
- nail-tip-text: ಅತಿಯಾದ ಬಳಕೆಯು ಉಗುರುಗಳನ್ನು ಹಾನಿಗೊಳಿಸಬಹುದು. ಅತಿಯಾದ ರಾಸಾಯನಿಕಗಳ ಬಳಕೆಯಿಂದ ಉಗುರುಗಳನ್ನು ಹಾನಿಯಿಂದ ರಕ್ಷಿಸಿ.: [11, 1643, 254, 1685]
- sanje-tips-badge: [73, 87, 283, 225]
- sign-text: [612, 2293, 803, 2397]
- horoscope-column-2: [290, 1982, 541, 2400]
- sign-row-simha: [290, 2052, 541, 2122]
- nail-tip-text: ಉಗುರುಗಳು ನಿಮ್ಮ ಒಟ್ಟಾರೆ ಆರೋಗ್ಯದ ಸೂಚಕವಾಗಿವೆ.: [78, 1694, 251, 1705]
- sign-text: [78, 2207, 278, 2303]
- sign-text: [612, 2190, 803, 2293]
- horoscope-column-3: [552, 1982, 803, 2400]
- water-bearer-icon: ♒: [552, 2190, 605, 2243]
- marriott-title-2: ಮ್ಯಾರಿಯಟ್ ಹೋಟೆಲ್‌ಗಳ ಉದ್ಘಾಟನೆ: [918, 1162, 1303, 1198]
- sign-name: ಕಟಕ:: [350, 1984, 369, 1995]
- horoscope-column-1: [11, 2112, 278, 2400]
- astrologer-phone: ದೂರವಾಣಿ:-9964739507: [83, 2023, 185, 2034]
- goat-icon: ♑: [552, 2086, 605, 2139]
- beauty-tips-tag: [324, 1440, 534, 1481]
- nail-tip-item: [11, 1488, 254, 1534]
- sign-name: ಸಿಂಹ:: [350, 2054, 370, 2065]
- recipe-title: ಪಡವಲಕಾಯಿ ಪಲ್ಯ: [157, 245, 309, 274]
- nail-tip-head: ಹಾನಿಯಿಂದ ರಕ್ಷಣೆ:: [11, 1643, 89, 1654]
- sign-prediction: ಈ ದಿನ ಅಧಿಕ ತಿರುಗಾಟ, ಶತ್ರು ಭಾದೆ, ವಿಲ್ಲಗಳಲ್ಲಿ ಜಗಳ, ಸುಖ ಭೋಜನ, ಆರೋಗ್ಯದ ಸಮಸ್ಯೆ.: [350, 2054, 541, 2079]
- sign-row-mesha: [11, 2112, 278, 2207]
- masthead-right: ಮುಗಿಲು: [185, 6, 270, 42]
- paaka-shaale-label: ಪಾಕ ಶಾಲೆ: [192, 294, 274, 323]
- astrologer-info: [76, 1981, 278, 2057]
- sign-name: ಮಿಥುನ:: [78, 2304, 106, 2316]
- women-col-2: ಸಮಸ್ಯೆಯಾಗಿಯೇ ಉಳಿದಿದೆ. ಯುನೈಟೆಡ್ ನೇಷನ್ಸ್ ನಿರ್ಣಯ 48/104 ಮೂಲಕ ಮಹಿಳೆಯರ ವಿರುದ್ಧದ ಹಿಂಸಾಚಾರ ನಿರ್ಮೂಲನೆ ಘೋಷಣೆಯನ್ನು ಅಂಗೀಕರಿಸಿತು. 1981 ರಿಂದ, ಮಹಿಳಾ ಹಕ್ಕುಗಳ ಕಾರ್ಯಕರ್ತರು ನವೆಂಬರ್ 25 ಅನ್ನು ಲಿಂಗ ಆಧಾರಿತ ಹಿಂಸಾಚಾರದ ವಿರುದ್ಧದ ದಿನವಾಗಿ ಆಚರಿಸುತ್ತಿದ್ದಾರೆ. 1960 ರಲ್ಲಿ ಡೊಮಿನಿಕನ್ ಗಣರಾಜ್ಯದ ಆಡಳಿತಗಾರ ರಾಫೆಲ್ ಟ್ರುಜಿಲ್ಲೊ (1930-1961) ಆದೇಶದ ಮೇರೆಗೆ ಮಿರಾಬಲ್ ಸಹೋದರಿಯರನ್ನು ಕ್ರೂರವಾಗಿ ಹತ್ಯೆ ಮಾಡಲಾಯಿತು. ಅವರ ನೆನಪಿಗಾಗಿ ಈ ದಿನವನ್ನು ಆಚರಿಸಲಾಗುತ್ತದೆ.: [1351, 1986, 1513, 2166]
- rashi-title-banner: [11, 2065, 278, 2104]
- sign-prediction: ಕೆಲಸ ಕಾರ್ಯಗಳಲ್ಲಿ ಯಶಸ್ಸು ಮತ್ತು ಉತ್ತಮ ಸಹಕಾರ, ಸಕಲ ಭೋಜನ, ಅತಿಯಾದ ನಿದ್ರೆ, ಅಧಿಕ ತಿರುಗಾಟ.: [78, 2304, 278, 2330]
- nail-tip-head: ಸಂಪುರ್ಣ ಪೋಷಣೆ:: [11, 1576, 77, 1588]
- nail-tip-head: ಆರೋಗ್ಯದ ಸೂಚನೆ:: [11, 1694, 77, 1705]
- masthead-logo: [62, 5, 296, 61]
